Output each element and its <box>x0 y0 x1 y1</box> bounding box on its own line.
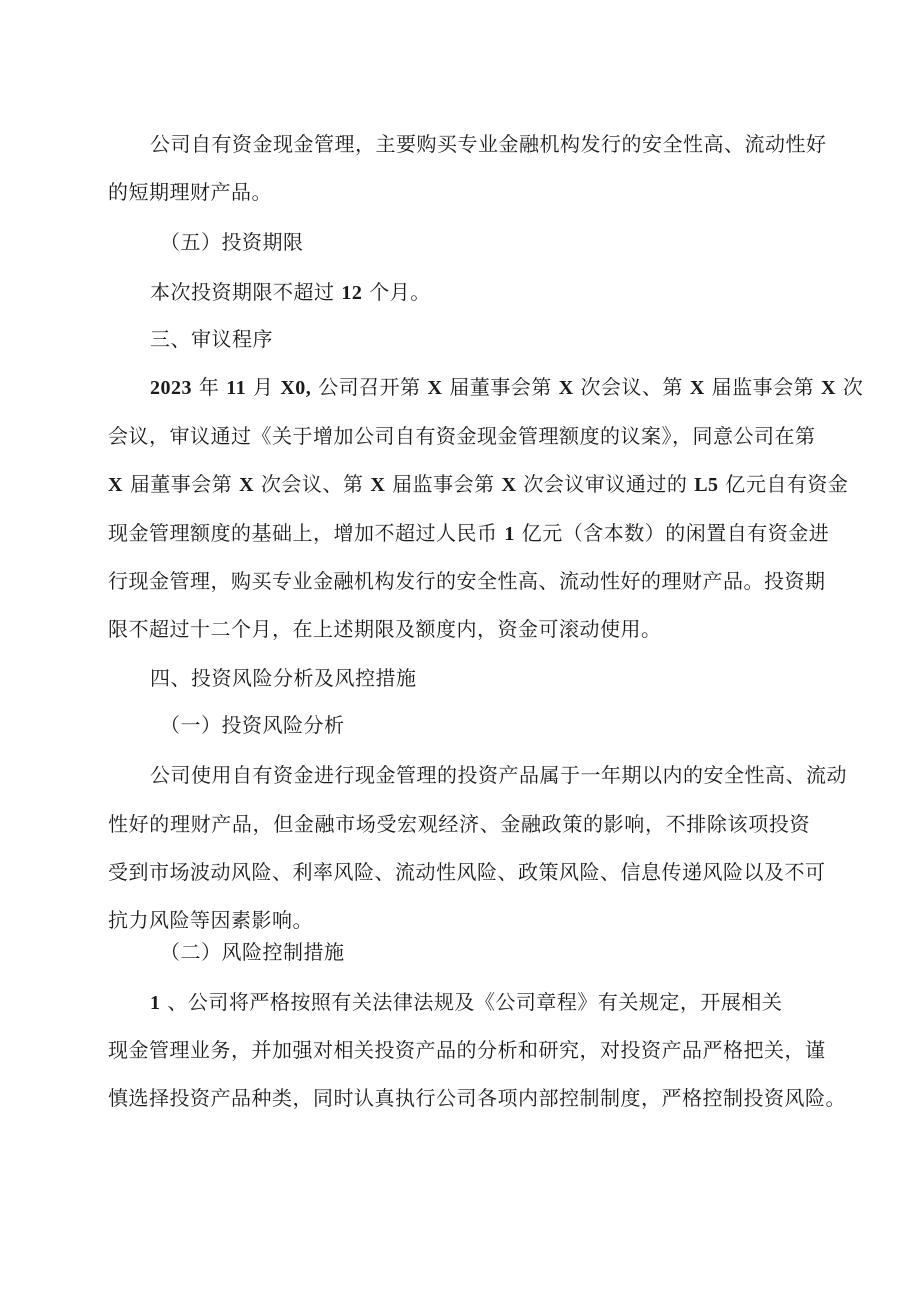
paragraph-3-line-5: 行现金管理，购买专业金融机构发行的安全性高、流动性好的理财产品。投资期 <box>108 569 826 593</box>
paragraph-1-line-1: 公司自有资金现金管理，主要购买专业金融机构发行的安全性高、流动性好 <box>150 132 827 156</box>
paragraph-2-number: 12 <box>341 282 363 304</box>
paragraph-4-line-2: 性好的理财产品，但金融市场受宏观经济、金融政策的影响，不排除该项投资 <box>108 812 810 836</box>
list-number: 1 <box>150 992 161 1014</box>
paragraph-2-post: 个月。 <box>369 280 431 304</box>
text: 月 <box>252 375 274 399</box>
placeholder-x: X <box>370 474 386 496</box>
text: 届监事会第 <box>711 375 815 399</box>
paragraph-4-line-1: 公司使用自有资金进行现金管理的投资产品属于一年期以内的安全性高、流动 <box>150 763 847 787</box>
text: 次会议、第 <box>580 375 683 399</box>
placeholder-x: X <box>427 377 443 399</box>
text: 届董事会第 <box>129 472 233 496</box>
placeholder-x: X <box>501 474 517 496</box>
placeholder-x: X <box>108 474 123 496</box>
paragraph-3-line-1 <box>150 373 864 402</box>
text: 届董事会第 <box>449 375 552 399</box>
paragraph-2-pre: 本次投资期限不超过 <box>150 280 335 304</box>
year: 2023 <box>150 377 192 399</box>
text: 、公司将严格按照有关法律法规及《公司章程》有关规定，开展相关 <box>167 990 783 1014</box>
placeholder-x: X <box>689 377 705 399</box>
text: 年 <box>198 375 220 399</box>
subsection-heading-4-1: （一）投资风险分析 <box>160 713 345 737</box>
paragraph-4-line-4: 抗力风险等因素影响。 <box>108 908 313 932</box>
paragraph-5-line-3: 慎选择投资产品种类，同时认真执行公司各项内部控制制度，严格控制投资风险。 <box>108 1086 846 1110</box>
text: 公司召开第 <box>318 375 421 399</box>
paragraph-4-line-3: 受到市场波动风险、利率风险、流动性风险、政策风险、信息传递风险以及不可 <box>108 860 826 884</box>
text: 现金管理额度的基础上，增加不超过人民币 <box>108 521 498 545</box>
paragraph-2 <box>150 278 431 307</box>
text: 亿元（含本数）的闲置自有资金进 <box>521 521 830 545</box>
text: 亿元自有资金 <box>725 472 849 496</box>
subsection-heading-4-2: （二）风险控制措施 <box>160 940 345 964</box>
section-heading-3: 三、审议程序 <box>150 327 273 351</box>
amount: 1 <box>504 523 515 545</box>
section-heading-4: 四、投资风险分析及风控措施 <box>150 666 417 690</box>
paragraph-3-line-4 <box>108 519 830 548</box>
paragraph-3-line-2: 会议，审议通过《关于增加公司自有资金现金管理额度的议案》，同意公司在第 <box>108 424 816 448</box>
placeholder-x: X <box>558 377 574 399</box>
section-heading-5: （五）投资期限 <box>160 230 304 254</box>
paragraph-3-line-6: 限不超过十二个月，在上述期限及额度内，资金可滚动使用。 <box>108 617 662 641</box>
text: 次会议、第 <box>260 472 364 496</box>
day: X0, <box>280 377 312 399</box>
text: 次会议审议通过的 <box>523 472 688 496</box>
paragraph-5-line-1 <box>150 988 782 1017</box>
placeholder-x: X <box>821 377 836 399</box>
paragraph-5-line-2: 现金管理业务，并加强对相关投资产品的分析和研究，对投资产品严格把关，谨 <box>108 1038 826 1062</box>
text: 届监事会第 <box>392 472 495 496</box>
paragraph-3-line-3 <box>108 470 849 499</box>
text: 次 <box>842 375 864 399</box>
paragraph-1-line-2: 的短期理财产品。 <box>108 180 272 204</box>
amount: L5 <box>694 474 719 496</box>
month: 11 <box>226 377 247 399</box>
placeholder-x: X <box>239 474 255 496</box>
